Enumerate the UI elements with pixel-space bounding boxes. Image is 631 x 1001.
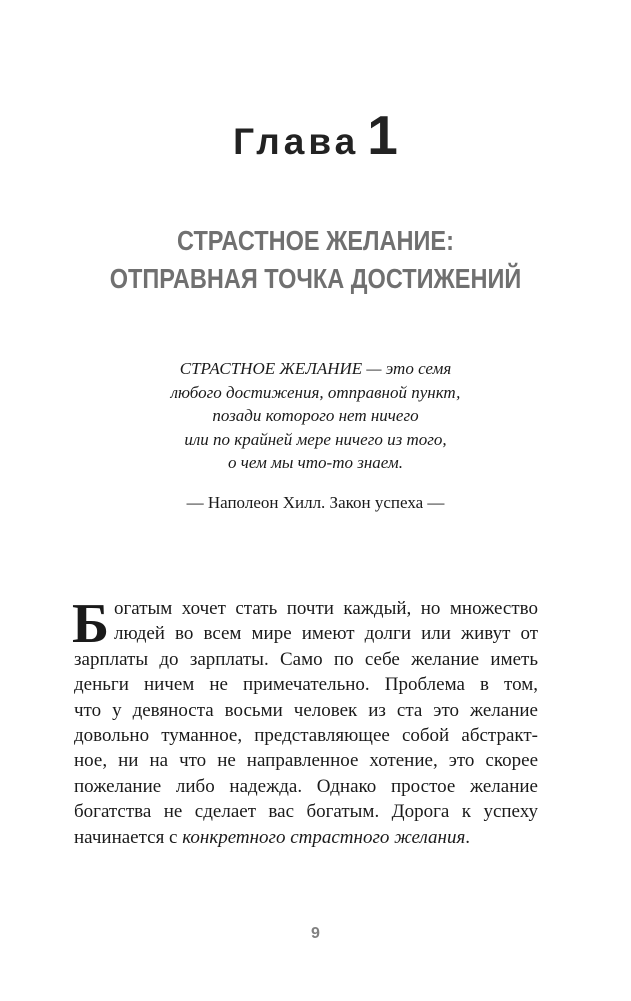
body-line: деньги ничем не примечательно. Проблема в том,	[74, 674, 538, 696]
body-last-line-end: .	[465, 826, 471, 848]
chapter-subtitle-line: СТРАСТНОЕ ЖЕЛАНИЕ:	[177, 225, 454, 256]
body-line: людей во всем мире имеют долги или живут от	[114, 623, 538, 645]
body-paragraph	[72, 593, 538, 850]
body-line: зарплаты до зарплаты. Само по себе желание иметь	[74, 648, 538, 670]
epigraph-line: или по крайней мере ничего из того,	[184, 429, 447, 449]
body-line: что у девяноста восьми человек из ста это желание	[74, 699, 538, 721]
body-line: пожелание либо надежда. Однако простое желание	[74, 775, 538, 797]
epigraph-line: СТРАСТНОЕ ЖЕЛАНИЕ — это семя	[179, 359, 452, 378]
chapter-subtitle-line: ОТПРАВНАЯ ТОЧКА ДОСТИЖЕНИЙ	[109, 263, 522, 294]
chapter-subtitle	[50, 222, 580, 298]
body-emphasis: конкретного страстного желания	[182, 826, 466, 848]
body-last-line	[74, 825, 538, 850]
epigraph-attribution: — Наполеон Хилл. Закон успеха —	[186, 493, 445, 512]
chapter-number: 1	[367, 104, 398, 166]
page-number: 9	[311, 925, 320, 942]
body-line: довольно туманное, представляющее собой абстракт-	[74, 724, 538, 746]
body-last-line-start: начинается с	[74, 826, 183, 848]
body-line: богатства не сделает вас богатым. Дорога к успеху	[74, 801, 538, 823]
body-line: огатым хочет стать почти каждый, но множество	[114, 598, 538, 619]
chapter-word: Глава	[233, 121, 360, 162]
body-line: ное, ни на что не направленное хотение, это скорее	[74, 750, 538, 772]
epigraph-line: любого достижения, отправной пункт,	[170, 382, 461, 402]
epigraph-line: о чем мы что-то знаем.	[227, 453, 404, 472]
drop-cap: Б	[72, 593, 110, 655]
epigraph-line: позади которого нет ничего	[212, 406, 419, 425]
chapter-heading	[0, 103, 631, 167]
epigraph	[0, 357, 631, 475]
